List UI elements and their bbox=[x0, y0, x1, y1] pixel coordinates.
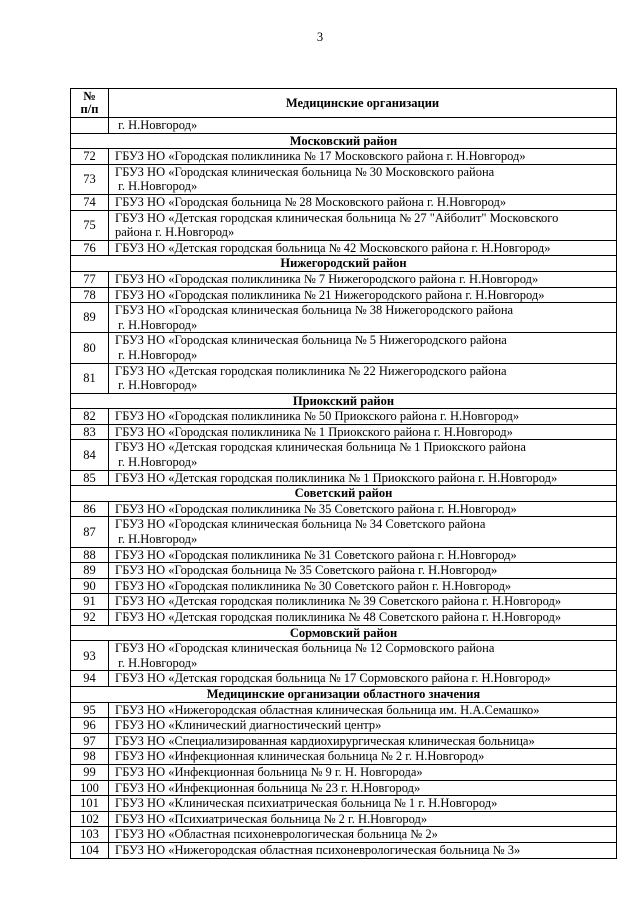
row-number: 72 bbox=[71, 149, 109, 165]
org-name-line: ГБУЗ НО «Городская поликлиника № 30 Советского район г. Н.Новгород» bbox=[115, 578, 512, 593]
org-name-cell bbox=[109, 610, 617, 626]
org-name-cell bbox=[109, 594, 617, 610]
org-name-line: ГБУЗ НО «Городская больница № 28 Московского района г. Н.Новгород» bbox=[115, 194, 507, 209]
section-title: Приокский район bbox=[71, 393, 617, 409]
org-name-cell bbox=[109, 194, 617, 210]
medical-organizations-table bbox=[70, 88, 617, 859]
row-number: 89 bbox=[71, 303, 109, 333]
org-name-cell bbox=[109, 764, 617, 780]
org-name-line: ГБУЗ НО «Городская клиническая больница № 12 Сормовского района bbox=[115, 641, 495, 656]
org-name-cell bbox=[109, 118, 617, 134]
row-number bbox=[71, 118, 109, 134]
org-name-line: ГБУЗ НО «Городская поликлиника № 31 Советского района г. Н.Новгород» bbox=[115, 547, 517, 562]
table-row bbox=[71, 718, 617, 734]
row-number: 83 bbox=[71, 424, 109, 440]
table-row bbox=[71, 271, 617, 287]
org-name-cell bbox=[109, 563, 617, 579]
row-number: 94 bbox=[71, 671, 109, 687]
org-name-line: ГБУЗ НО «Психиатрическая больница № 2 г. Н.Новгород» bbox=[115, 811, 428, 826]
org-name-line: ГБУЗ НО «Инфекционная больница № 23 г. Н.Новгород» bbox=[115, 780, 421, 795]
row-number: 98 bbox=[71, 749, 109, 765]
org-name-cell bbox=[109, 733, 617, 749]
section-row bbox=[71, 133, 617, 149]
org-name-cell bbox=[109, 164, 617, 194]
org-name-cell bbox=[109, 303, 617, 333]
table-row bbox=[71, 470, 617, 486]
org-name-cell bbox=[109, 842, 617, 858]
org-name-cell bbox=[109, 641, 617, 671]
section-row bbox=[71, 256, 617, 272]
section-title: Советский район bbox=[71, 486, 617, 502]
org-name-line: ГБУЗ НО «Специализированная кардиохирургическая клиническая больница» bbox=[115, 733, 535, 748]
org-name-line: ГБУЗ НО «Городская больница № 35 Советского района г. Н.Новгород» bbox=[115, 563, 498, 578]
table-row bbox=[71, 501, 617, 517]
table-row bbox=[71, 303, 617, 333]
row-number: 104 bbox=[71, 842, 109, 858]
row-number: 97 bbox=[71, 733, 109, 749]
org-name-cell bbox=[109, 547, 617, 563]
table-row bbox=[71, 424, 617, 440]
table-row bbox=[71, 333, 617, 363]
org-name-line: района г. Н.Новгород» bbox=[115, 225, 235, 240]
table-row bbox=[71, 194, 617, 210]
table-row bbox=[71, 363, 617, 393]
table-row bbox=[71, 842, 617, 858]
section-row bbox=[71, 486, 617, 502]
org-name-line: ГБУЗ НО «Городская поликлиника № 35 Советского района г. Н.Новгород» bbox=[115, 501, 517, 516]
row-number: 102 bbox=[71, 811, 109, 827]
table-row bbox=[71, 827, 617, 843]
org-name-line: ГБУЗ НО «Городская поликлиника № 50 Приокского района г. Н.Новгород» bbox=[115, 409, 520, 424]
table-header-row bbox=[71, 89, 617, 118]
org-name-cell bbox=[109, 811, 617, 827]
table-row bbox=[71, 702, 617, 718]
header-organizations-cell: Медицинские организации bbox=[109, 89, 617, 118]
org-name-line: г. Н.Новгород» bbox=[115, 378, 198, 393]
org-name-line: г. Н.Новгород» bbox=[115, 532, 198, 547]
org-name-cell bbox=[109, 578, 617, 594]
header-num-line2: п/п bbox=[80, 102, 99, 116]
section-title: Сормовский район bbox=[71, 625, 617, 641]
table-row bbox=[71, 764, 617, 780]
table-row bbox=[71, 210, 617, 240]
row-number: 91 bbox=[71, 594, 109, 610]
org-name-line: г. Н.Новгород» bbox=[115, 118, 198, 132]
table-row bbox=[71, 164, 617, 194]
org-table-body bbox=[71, 118, 617, 859]
row-number: 74 bbox=[71, 194, 109, 210]
row-number: 103 bbox=[71, 827, 109, 843]
org-name-line: ГБУЗ НО «Областная психоневрологическая больница № 2» bbox=[115, 827, 438, 842]
org-name-line: ГБУЗ НО «Городская клиническая больница № 34 Советского района bbox=[115, 517, 486, 532]
org-name-cell bbox=[109, 240, 617, 256]
table-row bbox=[71, 610, 617, 626]
org-name-cell bbox=[109, 718, 617, 734]
section-title: Московский район bbox=[71, 133, 617, 149]
row-number: 95 bbox=[71, 702, 109, 718]
org-name-line: г. Н.Новгород» bbox=[115, 317, 198, 332]
row-number: 81 bbox=[71, 363, 109, 393]
org-name-cell bbox=[109, 749, 617, 765]
table-header bbox=[71, 89, 617, 118]
org-name-line: ГБУЗ НО «Нижегородская областная клиническая больница им. Н.А.Семашко» bbox=[115, 702, 540, 717]
table-row bbox=[71, 409, 617, 425]
row-number: 75 bbox=[71, 210, 109, 240]
row-number: 96 bbox=[71, 718, 109, 734]
section-title: Нижегородский район bbox=[71, 256, 617, 272]
org-name-cell bbox=[109, 780, 617, 796]
org-name-cell bbox=[109, 287, 617, 303]
org-name-cell bbox=[109, 517, 617, 547]
org-name-line: ГБУЗ НО «Городская клиническая больница № 30 Московского района bbox=[115, 164, 495, 179]
table-row bbox=[71, 287, 617, 303]
org-name-line: ГБУЗ НО «Детская городская поликлиника № 1 Приокского района г. Н.Новгород» bbox=[115, 470, 558, 485]
org-name-line: ГБУЗ НО «Нижегородская областная психоневрологическая больница № 3» bbox=[115, 842, 521, 857]
row-number: 76 bbox=[71, 240, 109, 256]
org-name-line: ГБУЗ НО «Детская городская поликлиника № 39 Советского района г. Н.Новгород» bbox=[115, 594, 562, 609]
org-name-line: ГБУЗ НО «Детская городская клиническая больница № 1 Приокского района bbox=[115, 440, 526, 455]
row-number: 100 bbox=[71, 780, 109, 796]
row-number: 87 bbox=[71, 517, 109, 547]
row-number: 99 bbox=[71, 764, 109, 780]
org-name-cell bbox=[109, 210, 617, 240]
org-name-line: ГБУЗ НО «Инфекционная больница № 9 г. Н. Новгорода» bbox=[115, 764, 423, 779]
row-number: 78 bbox=[71, 287, 109, 303]
row-number: 86 bbox=[71, 501, 109, 517]
section-row bbox=[71, 686, 617, 702]
org-name-cell bbox=[109, 149, 617, 165]
row-number: 89 bbox=[71, 563, 109, 579]
org-name-cell bbox=[109, 424, 617, 440]
table-row bbox=[71, 811, 617, 827]
org-name-line: ГБУЗ НО «Городская поликлиника № 7 Нижегородского района г. Н.Новгород» bbox=[115, 271, 539, 286]
org-name-line: ГБУЗ НО «Детская городская больница № 42 Московского района г. Н.Новгород» bbox=[115, 240, 551, 255]
row-number: 88 bbox=[71, 547, 109, 563]
org-name-line: г. Н.Новгород» bbox=[115, 179, 198, 194]
table-row bbox=[71, 118, 617, 134]
org-name-cell bbox=[109, 501, 617, 517]
table-row bbox=[71, 641, 617, 671]
row-number: 90 bbox=[71, 578, 109, 594]
org-name-line: ГБУЗ НО «Городская поликлиника № 1 Приокского района г. Н.Новгород» bbox=[115, 424, 513, 439]
org-name-cell bbox=[109, 827, 617, 843]
section-title: Медицинские организации областного значения bbox=[71, 686, 617, 702]
table-row bbox=[71, 780, 617, 796]
org-name-line: ГБУЗ НО «Инфекционная клиническая больница № 2 г. Н.Новгород» bbox=[115, 749, 485, 764]
org-name-cell bbox=[109, 363, 617, 393]
org-name-line: ГБУЗ НО «Городская поликлиника № 21 Нижегородского района г. Н.Новгород» bbox=[115, 287, 545, 302]
table-row bbox=[71, 440, 617, 470]
org-name-line: ГБУЗ НО «Клиническая психиатрическая больница № 1 г. Н.Новгород» bbox=[115, 796, 498, 811]
org-name-cell bbox=[109, 671, 617, 687]
org-name-line: г. Н.Новгород» bbox=[115, 655, 198, 670]
table-row bbox=[71, 517, 617, 547]
header-num-line1: № bbox=[83, 88, 96, 103]
org-name-line: ГБУЗ НО «Детская городская поликлиника № 22 Нижегородского района bbox=[115, 363, 507, 378]
org-name-line: г. Н.Новгород» bbox=[115, 455, 198, 470]
org-name-line: г. Н.Новгород» bbox=[115, 347, 198, 362]
org-name-cell bbox=[109, 702, 617, 718]
org-name-cell bbox=[109, 271, 617, 287]
row-number: 73 bbox=[71, 164, 109, 194]
org-name-cell bbox=[109, 333, 617, 363]
table-row bbox=[71, 749, 617, 765]
row-number: 80 bbox=[71, 333, 109, 363]
row-number: 82 bbox=[71, 409, 109, 425]
table-row bbox=[71, 578, 617, 594]
row-number: 101 bbox=[71, 796, 109, 812]
org-name-cell bbox=[109, 440, 617, 470]
table-row bbox=[71, 671, 617, 687]
org-name-line: ГБУЗ НО «Детская городская клиническая больница № 27 "Айболит" Московского bbox=[115, 210, 559, 225]
table-row bbox=[71, 547, 617, 563]
org-name-line: ГБУЗ НО «Детская городская больница № 17 Сормовского района г. Н.Новгород» bbox=[115, 671, 551, 686]
row-number: 93 bbox=[71, 641, 109, 671]
header-num-cell bbox=[71, 89, 109, 118]
org-name-cell bbox=[109, 470, 617, 486]
table-row bbox=[71, 733, 617, 749]
table-row bbox=[71, 563, 617, 579]
row-number: 92 bbox=[71, 610, 109, 626]
table-row bbox=[71, 796, 617, 812]
table-row bbox=[71, 149, 617, 165]
org-name-cell bbox=[109, 796, 617, 812]
org-name-line: ГБУЗ НО «Клинический диагностический центр» bbox=[115, 718, 382, 733]
org-name-line: ГБУЗ НО «Городская поликлиника № 17 Московского района г. Н.Новгород» bbox=[115, 149, 526, 164]
section-row bbox=[71, 393, 617, 409]
row-number: 77 bbox=[71, 271, 109, 287]
table-row bbox=[71, 240, 617, 256]
org-name-cell bbox=[109, 409, 617, 425]
page-number: 3 bbox=[316, 30, 324, 44]
section-row bbox=[71, 625, 617, 641]
row-number: 85 bbox=[71, 470, 109, 486]
org-name-line: ГБУЗ НО «Городская клиническая больница № 38 Нижегородского района bbox=[115, 303, 514, 318]
table-row bbox=[71, 594, 617, 610]
org-name-line: ГБУЗ НО «Детская городская поликлиника № 48 Советского района г. Н.Новгород» bbox=[115, 610, 562, 624]
org-name-line: ГБУЗ НО «Городская клиническая больница № 5 Нижегородского района bbox=[115, 333, 507, 348]
row-number: 84 bbox=[71, 440, 109, 470]
